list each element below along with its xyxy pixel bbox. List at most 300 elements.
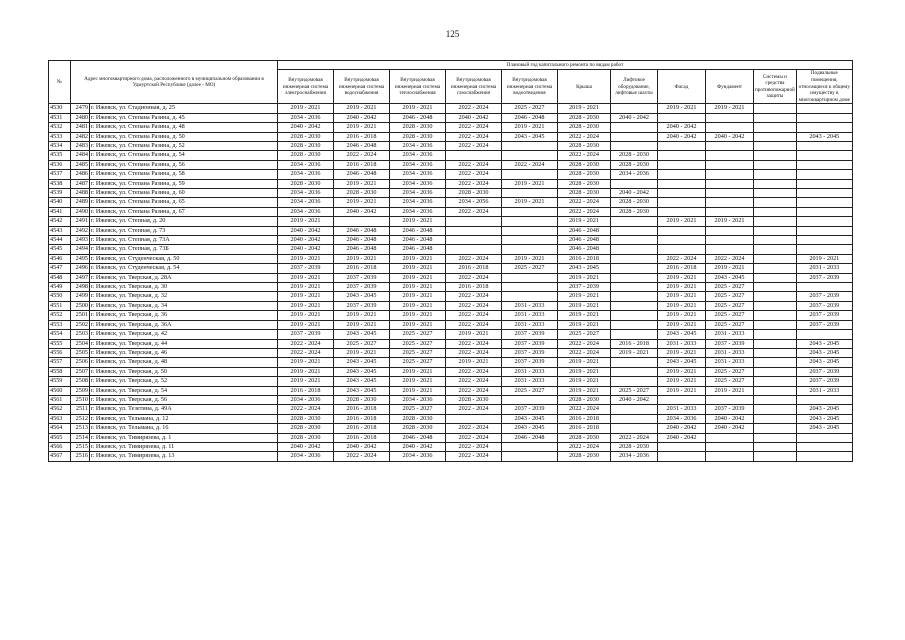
- row-period-cell: [611, 405, 658, 414]
- row-period-cell: 2019 - 2021: [278, 367, 334, 376]
- table-row: [49, 254, 853, 263]
- row-period-cell: 2019 - 2021: [278, 320, 334, 329]
- row-period-cell: 2028 - 2030: [390, 414, 446, 423]
- row-period-cell: 2037 - 2039: [278, 264, 334, 273]
- row-period-cell: 2040 - 2042: [278, 123, 334, 132]
- header-electricity: Внутридомовая инженерная система электроснабжения: [278, 70, 334, 104]
- row-period-cell: 2019 - 2021: [390, 217, 446, 226]
- row-period-cell: [611, 217, 658, 226]
- header-roof: Крыша: [558, 70, 611, 104]
- table-row: [49, 405, 853, 414]
- row-number: 4535: [49, 151, 71, 160]
- row-period-cell: 2019 - 2021: [502, 254, 558, 263]
- row-period-cell: [334, 217, 390, 226]
- row-house-id: 2503: [71, 330, 90, 339]
- row-period-cell: 2019 - 2021: [334, 123, 390, 132]
- row-period-cell: [611, 424, 658, 433]
- row-period-cell: 2031 - 2033: [706, 330, 754, 339]
- row-period-cell: 2019 - 2021: [658, 311, 706, 320]
- row-period-cell: 2037 - 2039: [334, 273, 390, 282]
- row-period-cell: 2022 - 2024: [446, 123, 502, 132]
- row-period-cell: [611, 414, 658, 423]
- row-period-cell: [796, 198, 852, 207]
- row-period-cell: 2019 - 2021: [278, 273, 334, 282]
- row-period-cell: 2019 - 2021: [278, 311, 334, 320]
- table-row: [49, 217, 853, 226]
- row-period-cell: 2019 - 2021: [706, 264, 754, 273]
- row-period-cell: [754, 236, 797, 245]
- row-period-cell: 2019 - 2021: [390, 292, 446, 301]
- row-period-cell: 2019 - 2021: [278, 292, 334, 301]
- row-period-cell: 2022 - 2024: [446, 405, 502, 414]
- row-period-cell: [754, 395, 797, 404]
- row-period-cell: 2022 - 2024: [278, 339, 334, 348]
- row-number: 4564: [49, 424, 71, 433]
- row-period-cell: 2028 - 2030: [446, 395, 502, 404]
- row-period-cell: 2046 - 2048: [558, 245, 611, 254]
- table-row: [49, 132, 853, 141]
- row-period-cell: 2046 - 2048: [334, 141, 390, 150]
- row-period-cell: [658, 207, 706, 216]
- row-period-cell: 2040 - 2042: [446, 113, 502, 122]
- row-period-cell: 2043 - 2045: [796, 132, 852, 141]
- row-period-cell: 2028 - 2030: [611, 151, 658, 160]
- table-row: [49, 424, 853, 433]
- row-house-id: 2512: [71, 414, 90, 423]
- row-period-cell: 2034 - 2036: [390, 452, 446, 461]
- row-period-cell: 2028 - 2030: [558, 433, 611, 442]
- row-period-cell: [502, 245, 558, 254]
- row-period-cell: 2031 - 2033: [502, 320, 558, 329]
- row-period-cell: 2019 - 2021: [446, 330, 502, 339]
- table-row: [49, 123, 853, 132]
- row-period-cell: [754, 160, 797, 169]
- row-period-cell: [754, 367, 797, 376]
- row-period-cell: 2028 - 2030: [558, 395, 611, 404]
- row-house-id: 2496: [71, 264, 90, 273]
- row-period-cell: [796, 189, 852, 198]
- row-period-cell: 2046 - 2048: [390, 226, 446, 235]
- row-period-cell: 2019 - 2021: [334, 348, 390, 357]
- row-period-cell: [658, 141, 706, 150]
- row-period-cell: 2034 - 2036: [390, 395, 446, 404]
- row-period-cell: 2040 - 2042: [278, 226, 334, 235]
- table-row: [49, 339, 853, 348]
- row-number: 4546: [49, 254, 71, 263]
- row-period-cell: 2037 - 2039: [502, 330, 558, 339]
- row-period-cell: 2019 - 2021: [278, 104, 334, 113]
- row-period-cell: 2040 - 2042: [611, 189, 658, 198]
- row-house-id: 2485: [71, 160, 90, 169]
- row-period-cell: 2019 - 2021: [658, 367, 706, 376]
- row-period-cell: 2028 - 2030: [334, 189, 390, 198]
- row-period-cell: [611, 104, 658, 113]
- row-period-cell: 2019 - 2021: [390, 311, 446, 320]
- row-period-cell: 2019 - 2021: [558, 377, 611, 386]
- row-address: г. Ижевск, ул. Тимирязева, д. 13: [90, 452, 278, 461]
- row-period-cell: [611, 358, 658, 367]
- row-period-cell: [502, 273, 558, 282]
- row-period-cell: 2034 - 2036: [390, 160, 446, 169]
- row-number: 4541: [49, 207, 71, 216]
- row-house-id: 2508: [71, 377, 90, 386]
- row-period-cell: 2019 - 2021: [706, 217, 754, 226]
- row-period-cell: 2034 - 2036: [390, 179, 446, 188]
- row-period-cell: 2037 - 2039: [334, 301, 390, 310]
- row-period-cell: [446, 217, 502, 226]
- row-period-cell: 2031 - 2033: [502, 301, 558, 310]
- row-house-id: 2505: [71, 348, 90, 357]
- row-house-id: 2499: [71, 292, 90, 301]
- row-number: 4537: [49, 170, 71, 179]
- row-period-cell: 2028 - 2030: [611, 207, 658, 216]
- row-number: 4548: [49, 273, 71, 282]
- header-address: Адрес многоквартирного дома, расположенного в муниципальном образовании в Удмуртской Республике (далее - МО): [71, 61, 278, 104]
- row-period-cell: 2022 - 2024: [446, 442, 502, 451]
- row-period-cell: [754, 113, 797, 122]
- row-address: г. Ижевск, ул. Стадионная, д. 25: [90, 104, 278, 113]
- row-period-cell: 2028 - 2030: [558, 189, 611, 198]
- row-period-cell: [611, 367, 658, 376]
- row-period-cell: 2022 - 2024: [446, 132, 502, 141]
- row-number: 4559: [49, 377, 71, 386]
- row-period-cell: [611, 141, 658, 150]
- row-period-cell: 2019 - 2021: [334, 198, 390, 207]
- capital-repair-table: [48, 60, 853, 462]
- row-number: 4557: [49, 358, 71, 367]
- row-period-cell: 2043 - 2045: [334, 292, 390, 301]
- row-period-cell: [658, 198, 706, 207]
- row-number: 4543: [49, 226, 71, 235]
- row-period-cell: 2019 - 2021: [558, 292, 611, 301]
- row-period-cell: 2019 - 2021: [558, 386, 611, 395]
- row-address: г. Ижевск, ул. Степана Разина, д. 65: [90, 198, 278, 207]
- row-period-cell: 2034 - 2036: [390, 170, 446, 179]
- row-period-cell: 2046 - 2048: [334, 236, 390, 245]
- row-period-cell: 2025 - 2027: [706, 320, 754, 329]
- row-house-id: 2487: [71, 179, 90, 188]
- row-period-cell: [446, 245, 502, 254]
- row-period-cell: [796, 104, 852, 113]
- row-period-cell: 2016 - 2018: [334, 424, 390, 433]
- row-period-cell: 2043 - 2045: [334, 358, 390, 367]
- row-period-cell: [796, 245, 852, 254]
- row-address: г. Ижевск, ул. Тверская, д. 56: [90, 395, 278, 404]
- row-period-cell: [754, 151, 797, 160]
- row-house-id: 2480: [71, 113, 90, 122]
- row-number: 4544: [49, 236, 71, 245]
- row-period-cell: 2046 - 2048: [334, 170, 390, 179]
- row-period-cell: 2019 - 2021: [558, 273, 611, 282]
- table-row: [49, 226, 853, 235]
- row-period-cell: 2016 - 2018: [611, 339, 658, 348]
- row-house-id: 2495: [71, 254, 90, 263]
- row-period-cell: 2019 - 2021: [611, 348, 658, 357]
- row-period-cell: 2019 - 2021: [334, 254, 390, 263]
- row-period-cell: [796, 160, 852, 169]
- row-period-cell: [611, 236, 658, 245]
- row-period-cell: [754, 207, 797, 216]
- row-period-cell: 2019 - 2021: [658, 217, 706, 226]
- row-period-cell: [658, 236, 706, 245]
- row-period-cell: 2022 - 2024: [446, 254, 502, 263]
- row-period-cell: [502, 283, 558, 292]
- row-period-cell: [611, 283, 658, 292]
- table-row: [49, 292, 853, 301]
- table-row: [49, 452, 853, 461]
- row-period-cell: 2043 - 2045: [334, 377, 390, 386]
- row-period-cell: 2019 - 2021: [502, 179, 558, 188]
- row-period-cell: [754, 311, 797, 320]
- row-period-cell: [796, 207, 852, 216]
- row-period-cell: [754, 104, 797, 113]
- row-period-cell: [796, 442, 852, 451]
- row-address: г. Ижевск, ул. Степана Разина, д. 48: [90, 123, 278, 132]
- header-sewerage: Внутридомовая инженерная система водоотведения: [502, 70, 558, 104]
- row-period-cell: 2043 - 2045: [558, 264, 611, 273]
- row-period-cell: 2019 - 2021: [278, 283, 334, 292]
- row-period-cell: [754, 123, 797, 132]
- row-period-cell: 2019 - 2021: [706, 386, 754, 395]
- row-period-cell: 2040 - 2042: [658, 123, 706, 132]
- row-period-cell: [754, 339, 797, 348]
- row-period-cell: [754, 189, 797, 198]
- row-period-cell: [754, 301, 797, 310]
- row-address: г. Ижевск, ул. Тверская, д. 30: [90, 283, 278, 292]
- row-number: 4563: [49, 414, 71, 423]
- row-address: г. Ижевск, ул. Тельмана, д. 12: [90, 414, 278, 423]
- row-period-cell: 2025 - 2027: [502, 386, 558, 395]
- row-number: 4545: [49, 245, 71, 254]
- row-period-cell: [658, 151, 706, 160]
- row-number: 4534: [49, 141, 71, 150]
- row-number: 4547: [49, 264, 71, 273]
- row-period-cell: 2019 - 2021: [558, 301, 611, 310]
- row-period-cell: [754, 141, 797, 150]
- row-number: 4552: [49, 311, 71, 320]
- row-period-cell: [754, 424, 797, 433]
- row-address: г. Ижевск, ул. Степная, д. 73А: [90, 236, 278, 245]
- row-period-cell: [446, 226, 502, 235]
- row-period-cell: 2016 - 2018: [334, 264, 390, 273]
- header-facade: Фасад: [658, 70, 706, 104]
- row-period-cell: 2022 - 2024: [558, 207, 611, 216]
- row-period-cell: [658, 179, 706, 188]
- row-period-cell: 2016 - 2018: [334, 405, 390, 414]
- row-address: г. Ижевск, ул. Степана Разина, д. 60: [90, 189, 278, 198]
- row-period-cell: [706, 442, 754, 451]
- row-house-id: 2484: [71, 151, 90, 160]
- row-house-id: 2513: [71, 424, 90, 433]
- row-period-cell: 2034 - 2036: [278, 170, 334, 179]
- header-basement: Подвальные помещения, относящиеся к общему имуществу в многоквартирном доме: [796, 70, 852, 104]
- row-period-cell: 2034 - 2036: [278, 395, 334, 404]
- row-period-cell: 2028 - 2030: [558, 179, 611, 188]
- row-period-cell: 2025 - 2027: [390, 358, 446, 367]
- row-number: 4554: [49, 330, 71, 339]
- row-period-cell: 2043 - 2045: [796, 405, 852, 414]
- row-period-cell: 2016 - 2018: [334, 132, 390, 141]
- row-period-cell: 2025 - 2027: [390, 339, 446, 348]
- row-period-cell: 2025 - 2027: [502, 104, 558, 113]
- row-period-cell: 2019 - 2021: [390, 377, 446, 386]
- row-house-id: 2488: [71, 189, 90, 198]
- row-period-cell: [502, 226, 558, 235]
- row-period-cell: 2040 - 2042: [278, 442, 334, 451]
- row-period-cell: [502, 170, 558, 179]
- row-period-cell: 2025 - 2027: [706, 292, 754, 301]
- row-period-cell: 2022 - 2024: [334, 452, 390, 461]
- row-period-cell: 2034 - 2036: [278, 160, 334, 169]
- row-period-cell: 2028 - 2030: [558, 170, 611, 179]
- row-address: г. Ижевск, ул. Степана Разина, д. 52: [90, 141, 278, 150]
- row-period-cell: 2016 - 2018: [278, 386, 334, 395]
- row-address: г. Ижевск, ул. Тезетина, д. 49А: [90, 405, 278, 414]
- row-period-cell: 2028 - 2030: [278, 433, 334, 442]
- row-address: г. Ижевск, ул. Степана Разина, д. 54: [90, 151, 278, 160]
- row-period-cell: 2019 - 2021: [658, 104, 706, 113]
- row-period-cell: 2043 - 2045: [796, 339, 852, 348]
- row-period-cell: 2028 - 2030: [558, 452, 611, 461]
- page-number: 125: [445, 29, 460, 39]
- row-house-id: 2504: [71, 339, 90, 348]
- row-period-cell: 2019 - 2021: [334, 179, 390, 188]
- row-period-cell: [502, 292, 558, 301]
- row-period-cell: 2046 - 2048: [502, 113, 558, 122]
- row-period-cell: 2028 - 2030: [611, 198, 658, 207]
- row-house-id: 2483: [71, 141, 90, 150]
- row-period-cell: 2046 - 2048: [558, 226, 611, 235]
- row-period-cell: [754, 273, 797, 282]
- row-number: 4549: [49, 283, 71, 292]
- row-period-cell: 2022 - 2024: [446, 452, 502, 461]
- row-period-cell: 2031 - 2033: [796, 386, 852, 395]
- row-period-cell: [796, 141, 852, 150]
- row-house-id: 2479: [71, 104, 90, 113]
- row-period-cell: 2025 - 2027: [390, 405, 446, 414]
- row-period-cell: 2037 - 2039: [502, 405, 558, 414]
- row-period-cell: 2040 - 2042: [706, 132, 754, 141]
- row-period-cell: [611, 377, 658, 386]
- row-address: г. Ижевск, ул. Тверская, д. 44: [90, 339, 278, 348]
- row-number: 4530: [49, 104, 71, 113]
- row-period-cell: [706, 452, 754, 461]
- row-period-cell: 2016 - 2018: [558, 414, 611, 423]
- row-period-cell: 2022 - 2024: [446, 348, 502, 357]
- row-period-cell: [611, 123, 658, 132]
- row-period-cell: 2025 - 2027: [706, 301, 754, 310]
- row-period-cell: 2022 - 2024: [446, 104, 502, 113]
- row-period-cell: 2043 - 2045: [796, 358, 852, 367]
- table-row: [49, 179, 853, 188]
- row-address: г. Ижевск, ул. Студенческая, д. 50: [90, 254, 278, 263]
- row-period-cell: 2016 - 2018: [334, 433, 390, 442]
- row-period-cell: 2043 - 2045: [502, 414, 558, 423]
- row-period-cell: 2025 - 2027: [558, 330, 611, 339]
- table-row: [49, 377, 853, 386]
- row-period-cell: 2022 - 2024: [446, 311, 502, 320]
- row-address: г. Ижевск, ул. Степана Разина, д. 45: [90, 113, 278, 122]
- row-period-cell: 2028 - 2030: [558, 123, 611, 132]
- row-number: 4540: [49, 198, 71, 207]
- row-period-cell: 2019 - 2021: [558, 217, 611, 226]
- row-period-cell: [706, 245, 754, 254]
- row-period-cell: [611, 273, 658, 282]
- table-row: [49, 104, 853, 113]
- row-period-cell: 2037 - 2039: [502, 339, 558, 348]
- row-period-cell: 2022 - 2024: [558, 132, 611, 141]
- row-period-cell: 2028 - 2030: [558, 113, 611, 122]
- row-address: г. Ижевск, ул. Степана Разина, д. 67: [90, 207, 278, 216]
- row-period-cell: 2022 - 2024: [446, 367, 502, 376]
- row-period-cell: 2037 - 2039: [502, 358, 558, 367]
- row-period-cell: 2040 - 2042: [706, 424, 754, 433]
- row-period-cell: [754, 170, 797, 179]
- row-period-cell: 2022 - 2024: [558, 405, 611, 414]
- row-address: г. Ижевск, ул. Тверская, д. 28А: [90, 273, 278, 282]
- row-house-id: 2497: [71, 273, 90, 282]
- row-period-cell: 2022 - 2024: [446, 141, 502, 150]
- row-period-cell: 2019 - 2021: [796, 254, 852, 263]
- row-period-cell: 2019 - 2021: [658, 273, 706, 282]
- row-period-cell: 2031 - 2033: [706, 358, 754, 367]
- row-period-cell: 2034 - 2056: [446, 198, 502, 207]
- row-period-cell: 2019 - 2021: [390, 104, 446, 113]
- table-row: [49, 198, 853, 207]
- row-period-cell: [706, 395, 754, 404]
- row-period-cell: 2025 - 2027: [706, 367, 754, 376]
- row-period-cell: [611, 132, 658, 141]
- row-period-cell: [706, 207, 754, 216]
- row-period-cell: [658, 170, 706, 179]
- row-period-cell: [502, 236, 558, 245]
- row-period-cell: 2037 - 2039: [796, 311, 852, 320]
- row-address: г. Ижевск, ул. Тверская, д. 46: [90, 348, 278, 357]
- row-house-id: 2482: [71, 132, 90, 141]
- row-period-cell: 2025 - 2027: [706, 283, 754, 292]
- row-number: 4536: [49, 160, 71, 169]
- row-period-cell: 2019 - 2021: [390, 367, 446, 376]
- table-row: [49, 395, 853, 404]
- row-period-cell: 2022 - 2024: [558, 198, 611, 207]
- row-number: 4562: [49, 405, 71, 414]
- table-row: [49, 311, 853, 320]
- row-number: 4551: [49, 301, 71, 310]
- row-period-cell: 2025 - 2027: [706, 311, 754, 320]
- row-number: 4566: [49, 442, 71, 451]
- row-period-cell: [706, 151, 754, 160]
- row-period-cell: [658, 245, 706, 254]
- table-row: [49, 236, 853, 245]
- header-gas: Внутридомовая инженерная система газоснабжения: [446, 70, 502, 104]
- row-period-cell: [502, 141, 558, 150]
- row-period-cell: 2019 - 2021: [390, 273, 446, 282]
- row-period-cell: 2022 - 2024: [446, 339, 502, 348]
- row-period-cell: [754, 348, 797, 357]
- row-period-cell: [796, 123, 852, 132]
- row-period-cell: 2034 - 2036: [278, 113, 334, 122]
- row-period-cell: 2019 - 2021: [390, 320, 446, 329]
- row-period-cell: [706, 433, 754, 442]
- row-period-cell: [611, 301, 658, 310]
- header-number: №: [49, 61, 71, 104]
- row-period-cell: [754, 414, 797, 423]
- row-period-cell: 2028 - 2030: [390, 424, 446, 433]
- row-period-cell: [658, 113, 706, 122]
- row-period-cell: 2028 - 2030: [558, 141, 611, 150]
- row-period-cell: 2019 - 2021: [278, 377, 334, 386]
- row-period-cell: 2037 - 2039: [334, 283, 390, 292]
